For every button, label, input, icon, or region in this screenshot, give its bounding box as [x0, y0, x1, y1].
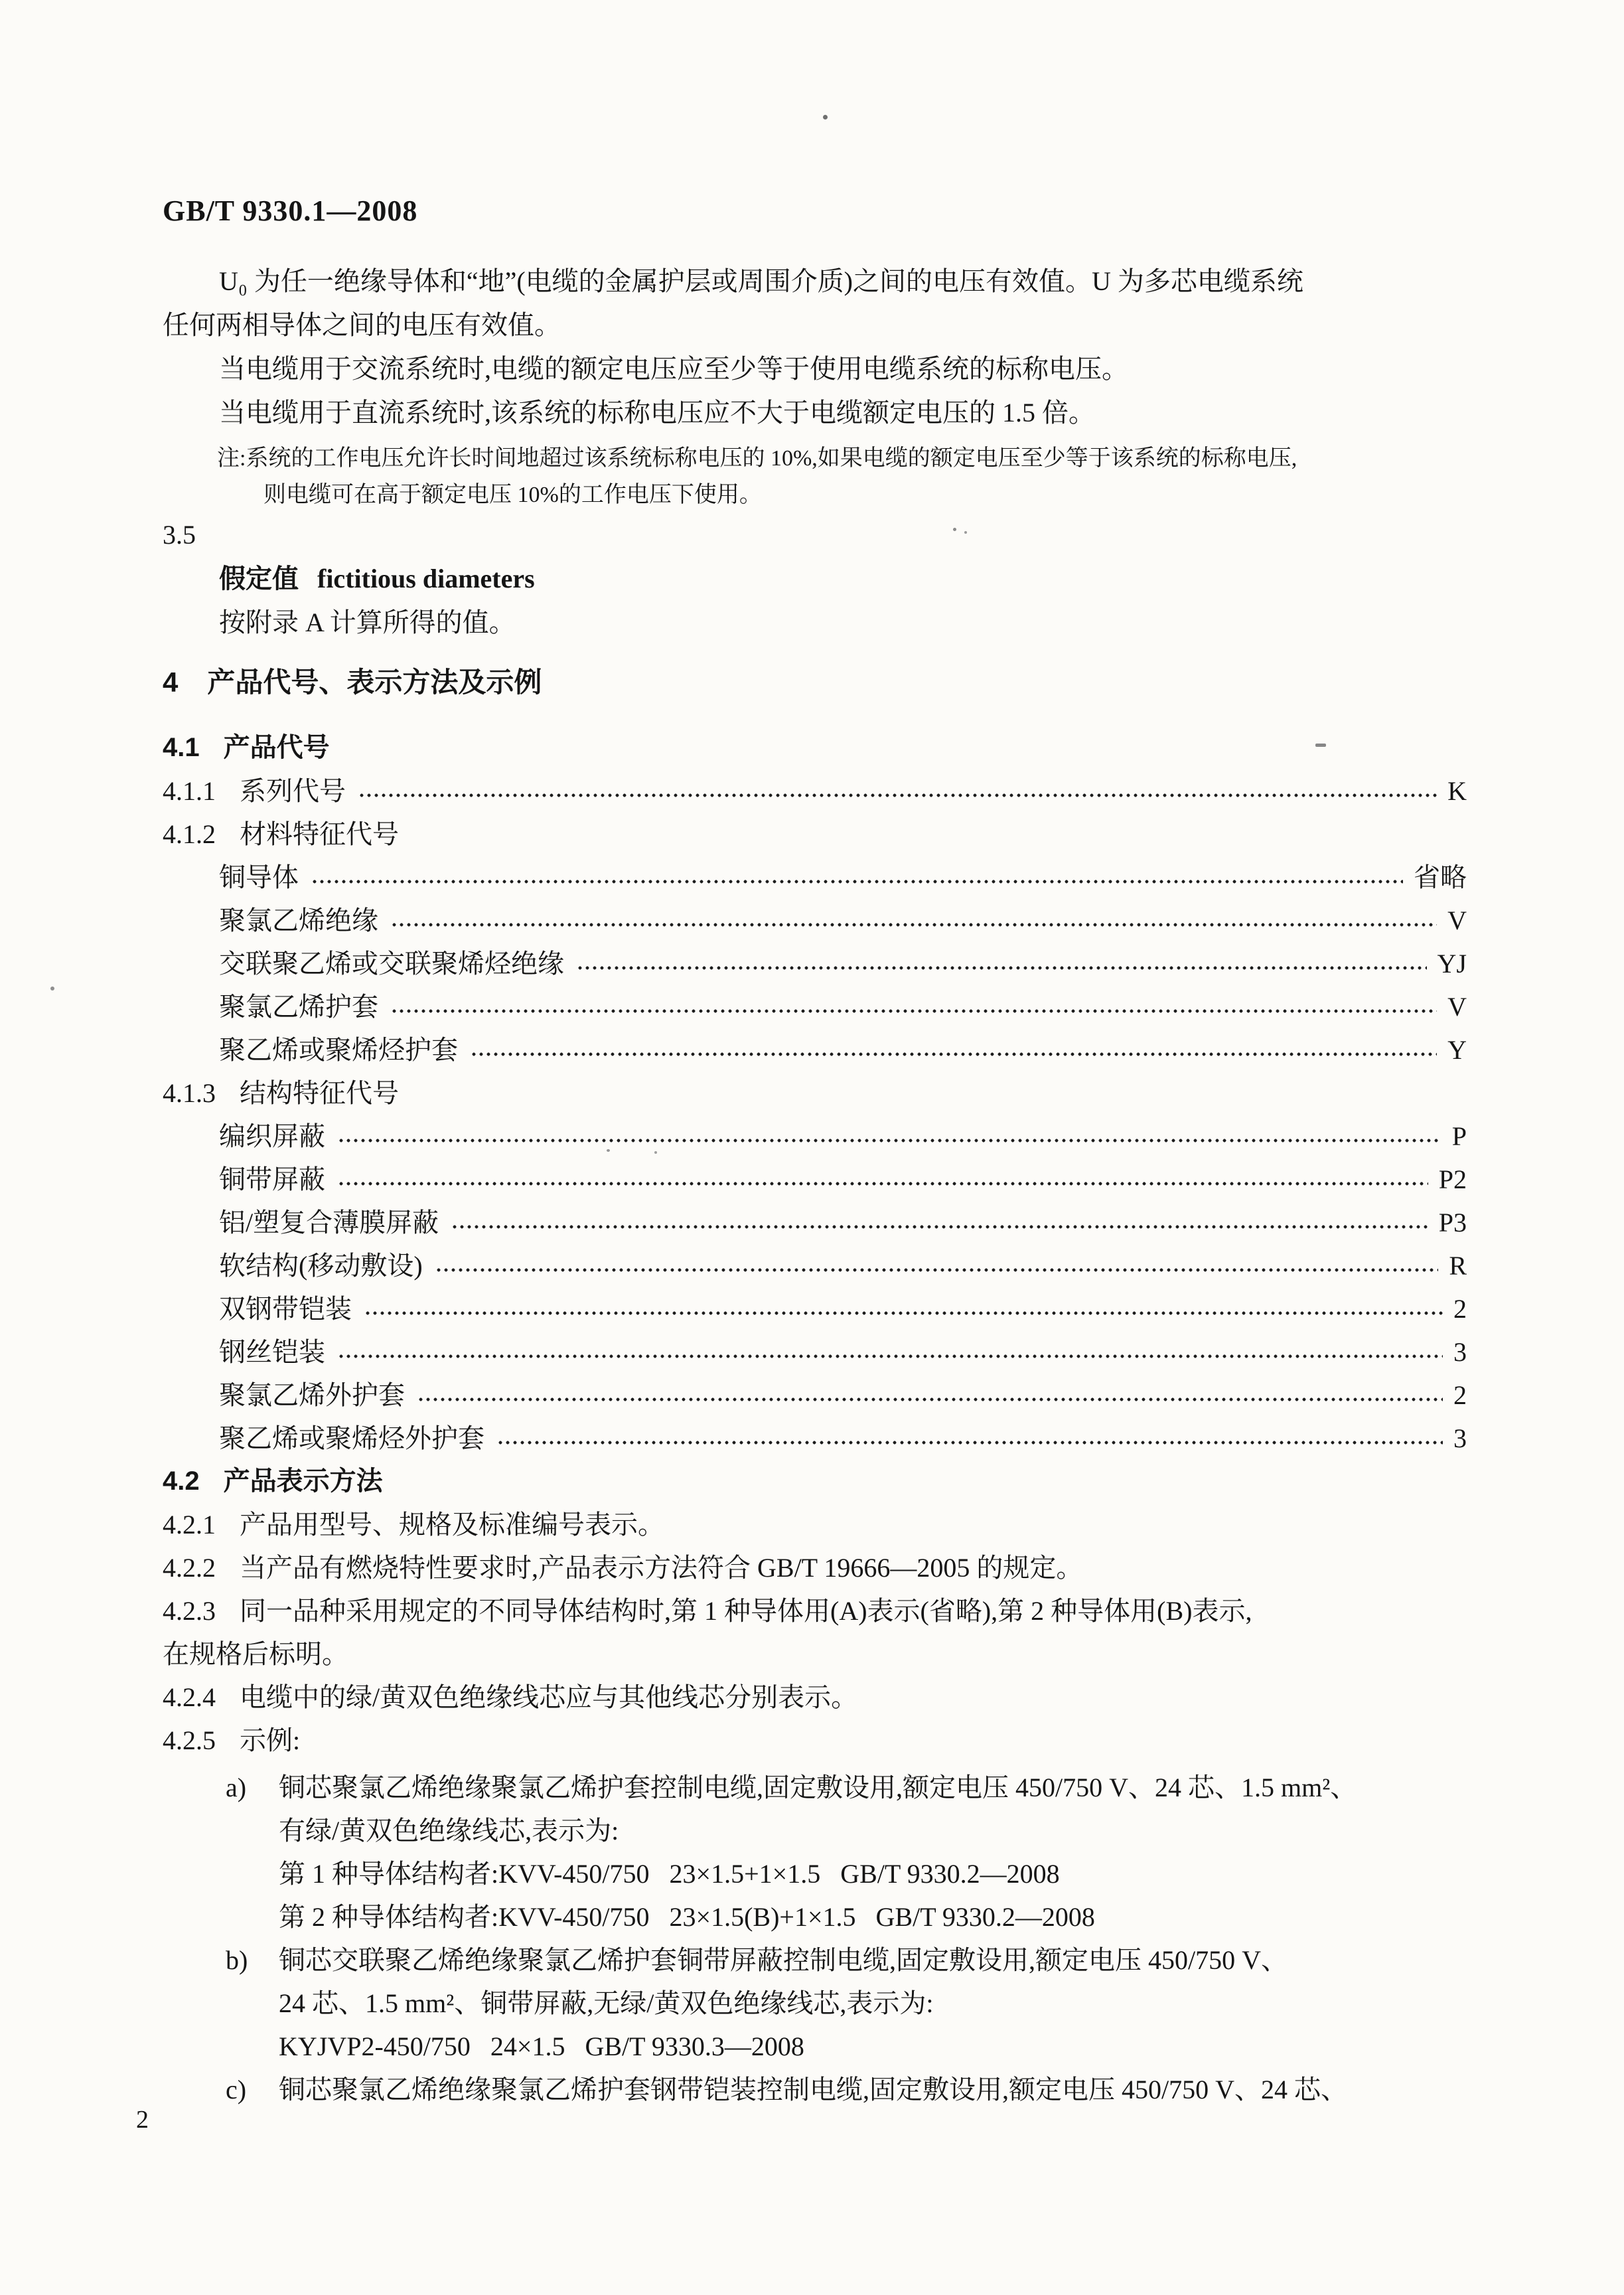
dotted-leader	[471, 1052, 1437, 1057]
leader-code: 省略	[1414, 862, 1467, 892]
dotted-leader	[312, 879, 1403, 884]
example-a-line1	[163, 1766, 1467, 1809]
leader-code: 2	[1453, 1294, 1467, 1324]
example-b-line2: 24 芯、1.5 mm²、铜带屏蔽,无绿/黄双色绝缘线芯,表示为:	[279, 1988, 934, 2018]
leader-row-material	[163, 1028, 1467, 1071]
clause-4-2-3-line1	[163, 1589, 1467, 1632]
para-dc-rule: 当电缆用于直流系统时,该系统的标称电压应不大于电缆额定电压的 1.5 倍。	[219, 398, 1095, 428]
clause-4-2-5-number: 4.2.5	[163, 1725, 216, 1755]
leader-row-structure	[163, 1115, 1467, 1158]
clause-4-1-1-number: 4.1.1	[163, 776, 216, 806]
clause-3-5-term	[163, 557, 1467, 601]
scan-artifact	[50, 987, 54, 990]
leader-code: P	[1451, 1121, 1467, 1151]
leader-code: R	[1449, 1251, 1467, 1281]
leader-row-structure	[163, 1374, 1467, 1417]
leader-label: 双钢带铠装	[219, 1294, 352, 1324]
leader-code: Y	[1447, 1035, 1467, 1065]
leader-label: 铜带屏蔽	[219, 1164, 325, 1194]
note-line1	[163, 440, 1467, 477]
header-gap	[163, 233, 1467, 260]
note-label: 注:	[217, 446, 246, 471]
example-b-marker: b)	[226, 1945, 248, 1975]
leader-row-material	[163, 856, 1467, 899]
example-a-marker: a)	[226, 1773, 247, 1802]
leader-label: 聚氯乙烯绝缘	[219, 906, 378, 935]
dotted-leader	[338, 1354, 1443, 1359]
leader-label: 交联聚乙烯或交联聚烯烃绝缘	[219, 949, 564, 979]
clause-4-title: 产品代号、表示方法及示例	[207, 667, 542, 698]
example-b-designation: KYJVP2-450/750 24×1.5 GB/T 9330.3—2008	[279, 2031, 804, 2061]
scan-artifact	[1315, 744, 1326, 747]
clause-4-number: 4	[163, 667, 179, 698]
clause-4-2-2-text: 当产品有燃烧特性要求时,产品表示方法符合 GB/T 19666—2005 的规定。	[240, 1553, 1083, 1583]
leader-code: P2	[1438, 1164, 1467, 1194]
clause-4-2-1	[163, 1503, 1467, 1546]
leader-row-material	[163, 985, 1467, 1028]
clause-4-2-1-number: 4.2.1	[163, 1510, 216, 1540]
clause-4-2-title: 产品表示方法	[223, 1466, 383, 1496]
leader-code: V	[1447, 906, 1467, 935]
para-u0-line2: 任何两相导体之间的电压有效值。	[163, 310, 561, 340]
dotted-leader	[338, 1181, 1428, 1186]
dotted-leader	[359, 793, 1437, 798]
clause-4-2-4-text: 电缆中的绿/黄双色绝缘线芯应与其他线芯分别表示。	[240, 1682, 858, 1712]
leader-code: 3	[1453, 1423, 1467, 1453]
scan-artifact	[964, 531, 967, 534]
dotted-leader	[436, 1267, 1439, 1273]
leader-label: 铝/塑复合薄膜屏蔽	[219, 1208, 439, 1237]
standard-number-header: GB/T 9330.1—2008	[163, 195, 418, 227]
dotted-leader	[338, 1138, 1441, 1143]
para-u0-line1: U₀ 为任一绝缘导体和“地”(电缆的金属护层或周围介质)之间的电压有效值。U 为多芯电缆系统	[219, 266, 1303, 296]
example-a-designation-1: 第 1 种导体结构者:KVV-450/750 23×1.5+1×1.5 GB/T 9330.2—2008	[279, 1859, 1060, 1889]
leader-label: 钢丝铠装	[219, 1337, 325, 1367]
clause-4-heading	[163, 661, 1467, 704]
dotted-leader	[392, 1008, 1437, 1014]
scan-artifact	[953, 528, 956, 531]
clause-4-2-1-text: 产品用型号、规格及标准编号表示。	[240, 1510, 664, 1540]
leader-label: 编织屏蔽	[219, 1121, 325, 1151]
leader-row-structure	[163, 1201, 1467, 1244]
dotted-leader	[498, 1440, 1443, 1445]
leader-label: 聚乙烯或聚烯烃护套	[219, 1035, 458, 1065]
clause-4-2-3-text: 同一品种采用规定的不同导体结构时,第 1 种导体用(A)表示(省略),第 2 种导体用(B)表示,	[240, 1596, 1252, 1626]
example-a-designation-2: 第 2 种导体结构者:KVV-450/750 23×1.5(B)+1×1.5 GB/T 9330.2—2008	[279, 1902, 1095, 1932]
clause-4-1-title: 产品代号	[223, 733, 330, 762]
example-a-text: 铜芯聚氯乙烯绝缘聚氯乙烯护套控制电缆,固定敷设用,额定电压 450/750 V、24 芯、1.5 mm²、	[279, 1773, 1357, 1802]
dotted-leader	[577, 965, 1427, 971]
clause-4-1-number: 4.1	[163, 733, 200, 762]
clause-4-1-3-number: 4.1.3	[163, 1078, 216, 1108]
leader-code: K	[1447, 776, 1467, 806]
leader-row-structure	[163, 1287, 1467, 1330]
page-number: 2	[136, 2106, 149, 2134]
clause-4-1-1-label: 系列代号	[240, 776, 346, 806]
leader-label: 聚氯乙烯护套	[219, 992, 378, 1022]
clause-4-2-number: 4.2	[163, 1466, 200, 1496]
term-zh: 假定值	[219, 564, 299, 594]
example-c-text: 铜芯聚氯乙烯绝缘聚氯乙烯护套钢带铠装控制电缆,固定敷设用,额定电压 450/750 V、24 芯、	[279, 2075, 1347, 2104]
dotted-leader	[392, 922, 1437, 927]
clause-4-1-3-heading	[163, 1071, 1467, 1115]
clause-3-5-definition: 按附录 A 计算所得的值。	[219, 607, 516, 637]
clause-4-1-3-title: 结构特征代号	[240, 1078, 399, 1108]
example-b-text: 铜芯交联聚乙烯绝缘聚氯乙烯护套铜带屏蔽控制电缆,固定敷设用,额定电压 450/750 V、	[279, 1945, 1288, 1975]
leader-row-material	[163, 899, 1467, 942]
leader-code: YJ	[1437, 949, 1467, 979]
clause-4-1-heading	[163, 726, 1467, 769]
clause-4-2-heading	[163, 1460, 1467, 1503]
clause-4-2-2-number: 4.2.2	[163, 1553, 216, 1583]
scan-artifact	[823, 115, 828, 119]
scan-artifact	[654, 1151, 657, 1154]
clause-3-5-number: 3.5	[163, 520, 196, 550]
clause-4-1-2-number: 4.1.2	[163, 819, 216, 849]
leader-code: V	[1447, 992, 1467, 1022]
leader-row-structure	[163, 1417, 1467, 1460]
dotted-leader	[365, 1310, 1443, 1316]
clause-4-1-2-title: 材料特征代号	[240, 819, 399, 849]
note-line2: 则电缆可在高于额定电压 10%的工作电压下使用。	[263, 483, 762, 507]
para-ac-rule: 当电缆用于交流系统时,电缆的额定电压应至少等于使用电缆系统的标称电压。	[219, 354, 1128, 384]
clause-4-1-2-heading	[163, 813, 1467, 856]
clause-4-2-4-number: 4.2.4	[163, 1682, 216, 1712]
clause-4-2-5	[163, 1719, 1467, 1762]
leader-label: 铜导体	[219, 862, 299, 892]
leader-row-structure	[163, 1330, 1467, 1374]
leader-label: 聚氯乙烯外护套	[219, 1380, 405, 1410]
leader-code: 2	[1453, 1380, 1467, 1410]
clause-4-2-2	[163, 1546, 1467, 1589]
leader-code: P3	[1438, 1208, 1467, 1237]
term-en: fictitious diameters	[317, 564, 535, 594]
clause-4-2-3-line2: 在规格后标明。	[163, 1639, 348, 1669]
leader-label: 软结构(移动敷设)	[219, 1251, 423, 1281]
leader-label: 聚乙烯或聚烯烃外护套	[219, 1423, 484, 1453]
dotted-leader	[418, 1397, 1443, 1402]
leader-row-structure	[163, 1244, 1467, 1287]
clause-4-2-4	[163, 1676, 1467, 1719]
clause-4-2-5-text: 示例:	[240, 1725, 301, 1755]
leader-row-series-code	[163, 769, 1467, 813]
example-a-line2: 有绿/黄双色绝缘线芯,表示为:	[279, 1816, 619, 1846]
note-text: 系统的工作电压允许长时间地超过该系统标称电压的 10%,如果电缆的额定电压至少等于该系统的标称电压,	[246, 446, 1297, 471]
clause-4-2-3-number: 4.2.3	[163, 1596, 216, 1626]
example-b-line1	[163, 1939, 1467, 1982]
leader-code: 3	[1453, 1337, 1467, 1367]
leader-row-structure	[163, 1158, 1467, 1201]
leader-row-material	[163, 942, 1467, 985]
leader-label	[163, 769, 346, 813]
example-c-marker: c)	[226, 2075, 247, 2104]
scan-artifact	[607, 1149, 610, 1152]
example-c-line1	[163, 2068, 1467, 2111]
dotted-leader	[452, 1224, 1428, 1229]
